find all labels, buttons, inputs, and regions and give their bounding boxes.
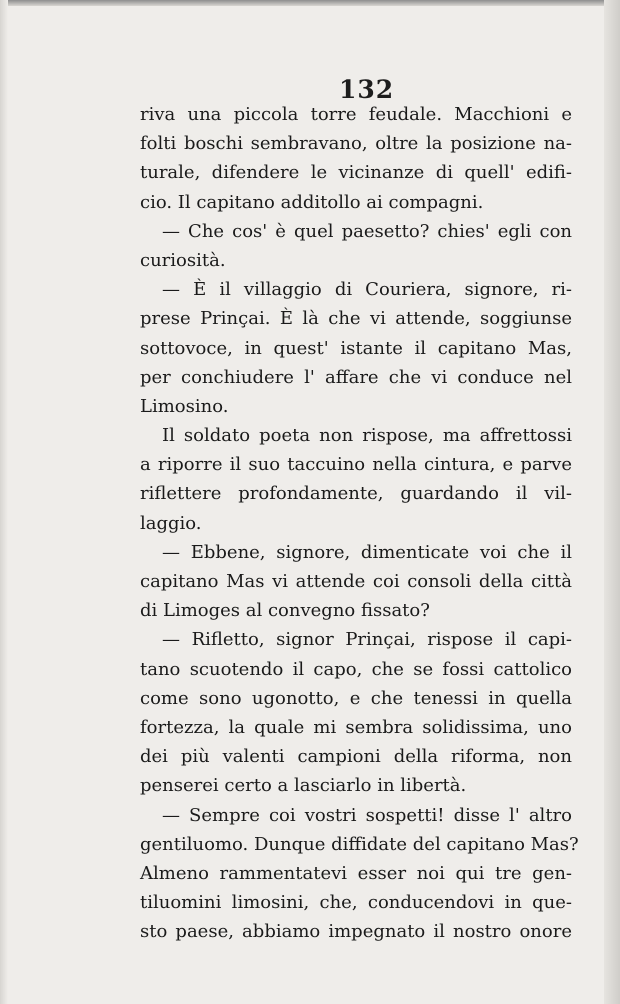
text-line: dei più valenti campioni della riforma, non (140, 746, 572, 768)
text-line: di Limoges al convegno fissato? (140, 600, 430, 622)
text-line: penserei certo a lasciarlo in libertà. (140, 775, 467, 797)
text-line: capitano Mas vi attende coi consoli della città (140, 571, 572, 592)
text-line: sottovoce, in quest' istante il capitano Mas, (140, 337, 572, 359)
page-top-edge (0, 0, 620, 6)
page-body-text (140, 100, 579, 946)
text-line: — Rifletto, signor Prinçai, rispose il capi- (162, 629, 572, 651)
text-line: — Sempre coi vostri sospetti! disse l' altro (162, 804, 572, 826)
page-right-edge (604, 0, 620, 1004)
page-left-edge (0, 0, 8, 1004)
text-line: riva una piccola torre feudale. Macchioni e (140, 104, 572, 125)
text-line: per conchiudere l' affare che vi conduce nel (140, 366, 572, 388)
text-line: Il soldato poeta non rispose, ma affrettossi (162, 425, 572, 447)
text-line: — È il villaggio di Couriera, signore, ri- (162, 279, 572, 301)
text-line: prese Prinçai. È là che vi attende, soggiunse (140, 308, 572, 330)
text-line: Almeno rammentatevi esser noi qui tre gen- (140, 862, 572, 884)
text-line: riflettere profondamente, guardando il vil- (140, 483, 572, 505)
text-line: fortezza, la quale mi sembra solidissima, uno (140, 716, 572, 738)
text-line: cio. Il capitano additollo ai compagni. (140, 191, 484, 213)
text-line: gentiluomo. Dunque diffidate del capitano Mas? (140, 833, 579, 855)
text-line: Limosino. (140, 395, 229, 417)
text-line: folti boschi sembravano, oltre la posizione na- (140, 133, 572, 155)
text-line: turale, difendere le vicinanze di quell' edifi- (140, 162, 572, 184)
text-line: tiluomini limosini, che, conducendovi in que- (140, 892, 572, 914)
text-line: — Ebbene, signore, dimenticate voi che il (162, 541, 572, 563)
text-line: — Che cos' è quel paesetto? chies' egli con (162, 220, 572, 242)
text-line: curiosità. (140, 249, 226, 271)
text-line: a riporre il suo taccuino nella cintura, e parve (140, 454, 572, 476)
text-line: come sono ugonotto, e che tenessi in quella (140, 687, 572, 709)
text-line: laggio. (140, 512, 202, 534)
page-number: 132 (339, 75, 395, 104)
text-line: tano scuotendo il capo, che se fossi cattolico (140, 658, 572, 680)
text-line: sto paese, abbiamo impegnato il nostro onore (140, 921, 572, 943)
